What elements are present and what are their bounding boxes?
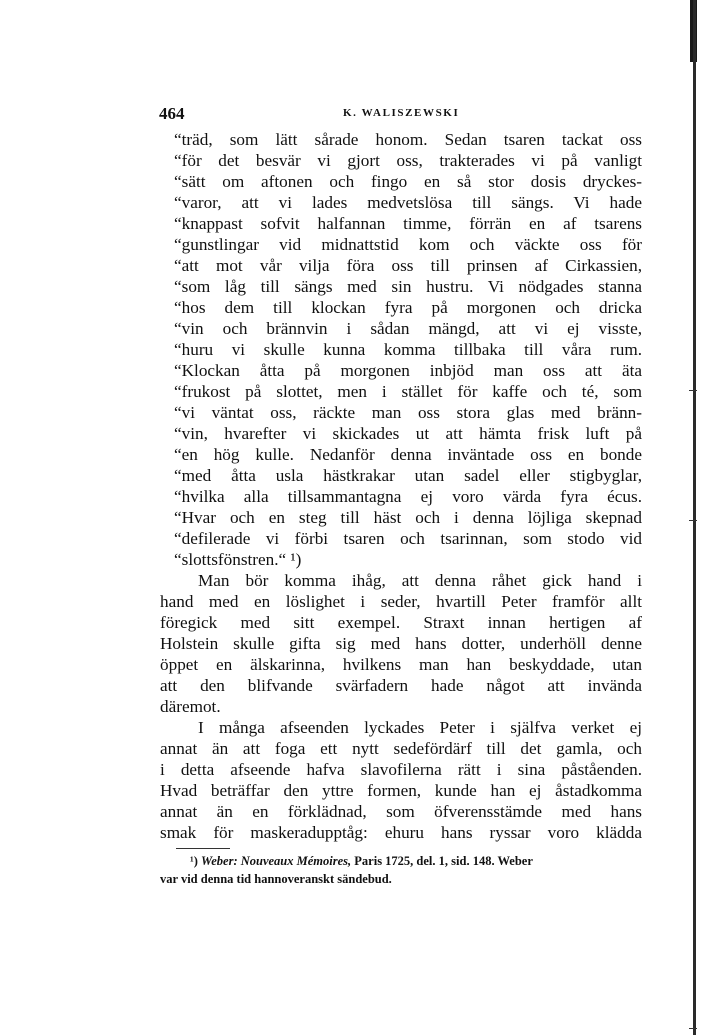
paragraph-line: annat än en förklädnad, som öfverensstämde med hans — [160, 802, 642, 821]
footnote-rule — [176, 848, 230, 849]
page-edge-tick — [689, 520, 697, 521]
paragraph-line: hand med en löslighet i seder, hvartill Peter framför allt — [160, 592, 642, 611]
paragraph-line: däremot. — [160, 697, 221, 716]
quote-line: “som låg till sängs med sin hustru. Vi nödgades stanna — [174, 277, 642, 296]
paragraph-line: I många afseenden lyckades Peter i själfva verket ej — [198, 718, 642, 737]
paragraph-line: Man bör komma ihåg, att denna råhet gick hand i — [198, 571, 642, 590]
running-head: K. WALISZEWSKI — [343, 107, 460, 119]
paragraph-line: öppet en älskarinna, hvilkens man han beskyddade, utan — [160, 655, 642, 674]
body-text — [160, 129, 642, 843]
footnote-line — [160, 852, 642, 870]
quote-line: “hvilka alla tillsammantagna ej voro värda fyra écus. — [174, 487, 642, 506]
quote-line: “frukost på slottet, men i stället för kaffe och té, som — [174, 382, 642, 401]
footnote-line: var vid denna tid hannoveranskt sändebud. — [160, 872, 392, 886]
page-edge-line — [693, 0, 696, 1035]
quote-line: “vin, hvarefter vi skickades ut att hämta frisk luft på — [174, 424, 642, 443]
page-edge-tick — [689, 1028, 697, 1029]
quote-line: “slottsfönstren.“ ¹) — [174, 550, 302, 569]
quote-line: “gunstlingar vid midnattstid kom och väckte oss för — [174, 235, 642, 254]
quote-line: “för det besvär vi gjort oss, trakterades vi på vanligt — [174, 151, 642, 170]
quote-line: “Klockan åtta på morgonen inbjöd man oss att äta — [174, 361, 642, 380]
footnote-marker: ¹) — [190, 854, 198, 868]
quote-line: “träd, som lätt sårade honom. Sedan tsaren tackat oss — [174, 130, 642, 149]
quote-line: “defilerade vi förbi tsaren och tsarinnan, som stodo vid — [174, 529, 642, 548]
quote-line: “att mot vår vilja föra oss till prinsen af Cirkassien, — [174, 256, 642, 275]
quote-line: “med åtta usla hästkrakar utan sadel eller stigbyglar, — [174, 466, 642, 485]
quote-line: “sätt om aftonen och fingo en så stor dosis dryckes- — [174, 172, 642, 191]
quote-line: “vi väntat oss, räckte man oss stora glas med bränn- — [174, 403, 642, 422]
footnote-citation: Paris 1725, del. 1, sid. 148. Weber — [354, 854, 533, 868]
quote-line: “huru vi skulle kunna komma tillbaka till våra rum. — [174, 340, 642, 359]
footnote-author: Weber: — [201, 854, 238, 868]
footnote-title: Nouveaux Mémoires, — [240, 854, 352, 868]
quote-line: “knappast sofvit halfannan timme, förrän en af tsarens — [174, 214, 642, 233]
quote-line: “Hvar och en steg till häst och i denna löjliga skepnad — [174, 508, 642, 527]
page-edge-tick — [689, 390, 697, 391]
paragraph-line: Hvad beträffar den yttre formen, kunde han ej åstadkomma — [160, 781, 642, 800]
footnote — [160, 852, 642, 888]
quote-line: “hos dem till klockan fyra på morgonen och dricka — [174, 298, 642, 317]
paragraph-line: föregick med sitt exempel. Straxt innan hertigen af — [160, 613, 642, 632]
paragraph-line: smak för maskeradupptåg: ehuru hans ryssar voro klädda — [160, 823, 642, 842]
page-number: 464 — [159, 104, 185, 123]
quote-line: “varor, att vi lades medvetslösa till sängs. Vi hade — [174, 193, 642, 212]
paragraph-line: annat än att foga ett nytt sedefördärf till det gamla, och — [160, 739, 642, 758]
page-header — [159, 104, 641, 126]
paragraph-line: i detta afseende hafva slavofilerna rätt i sina påståenden. — [160, 760, 642, 779]
quote-line: “vin och brännvin i sådan mängd, att vi ej visste, — [174, 319, 642, 338]
quote-line: “en hög kulle. Nedanför denna inväntade oss en bonde — [174, 445, 642, 464]
paragraph-line: att den blifvande svärfadern hade något att invända — [160, 676, 642, 695]
paragraph-line: Holstein skulle gifta sig med hans dotter, underhöll denne — [160, 634, 642, 653]
